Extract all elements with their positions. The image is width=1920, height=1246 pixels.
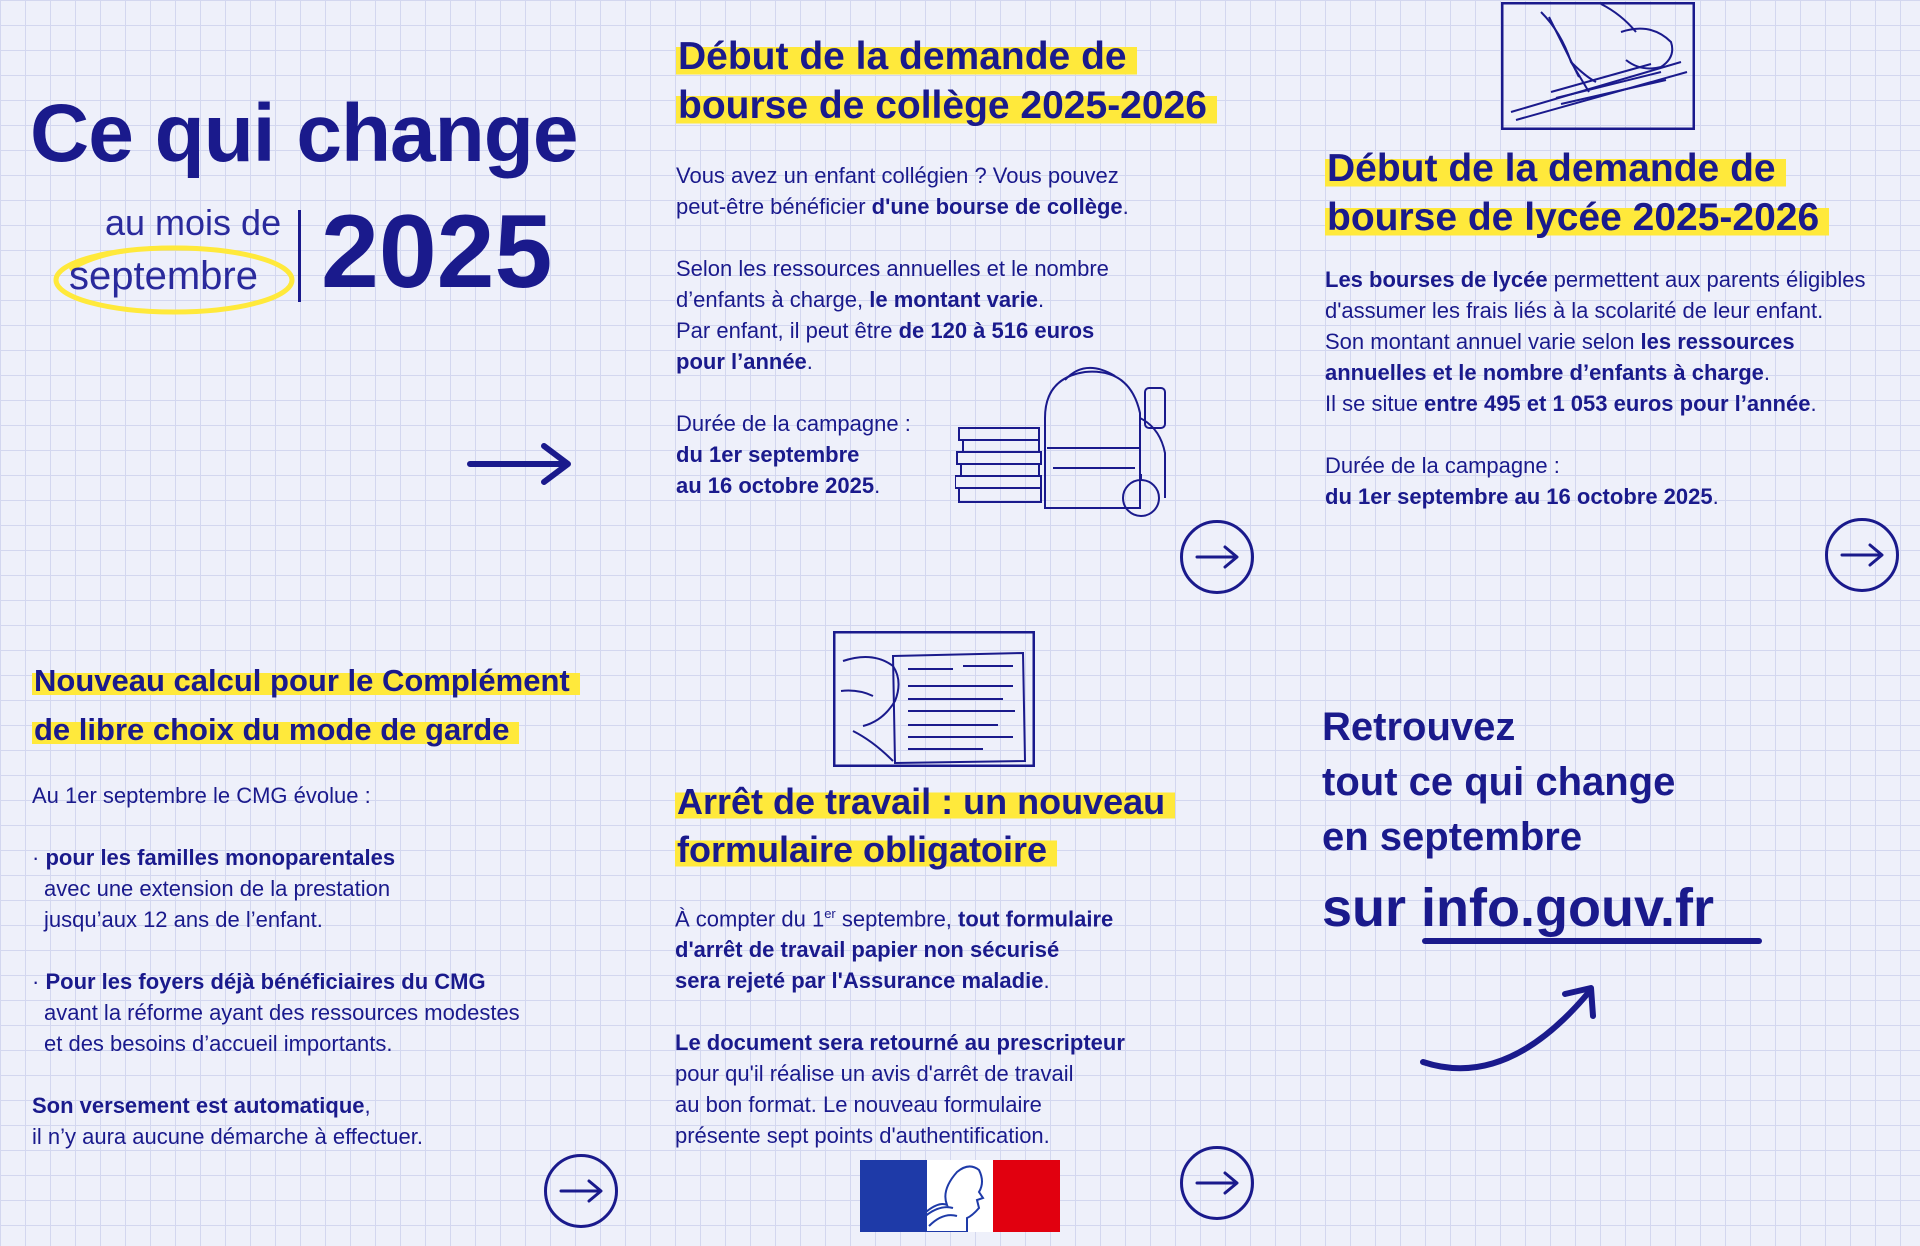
text: . bbox=[874, 473, 881, 498]
text: présente sept points d'authentification. bbox=[675, 1123, 1050, 1149]
bullet: · bbox=[32, 969, 40, 994]
lycee-title-line1: Début de la demande de bbox=[1325, 147, 1786, 190]
text-bold: pour l’année bbox=[676, 349, 807, 374]
text-bold: au 16 octobre 2025 bbox=[676, 473, 875, 498]
marianne-profile-icon bbox=[927, 1160, 993, 1232]
month-label: septembre bbox=[69, 254, 258, 298]
college-title bbox=[676, 32, 1296, 130]
text: Son montant annuel varie selon bbox=[1325, 329, 1641, 354]
cmg-bullet-1 bbox=[32, 842, 632, 935]
text-bold: Les bourses de lycée bbox=[1325, 267, 1548, 292]
form-hand-illustration bbox=[833, 631, 1035, 767]
text-bold: le montant varie bbox=[869, 287, 1038, 312]
text: . bbox=[1037, 287, 1045, 312]
cmg-p3 bbox=[32, 1090, 632, 1152]
flag-red bbox=[993, 1160, 1060, 1232]
arret-panel bbox=[675, 778, 1295, 1198]
text: avant la réforme ayant des ressources modestes bbox=[44, 1000, 520, 1025]
college-next-button[interactable] bbox=[1180, 520, 1254, 594]
cmg-next-button[interactable] bbox=[544, 1154, 618, 1228]
circle-arrow-right-icon bbox=[558, 1178, 604, 1204]
cmg-bullet-2 bbox=[32, 966, 632, 1059]
text: pour qu'il réalise un avis d'arrêt de travail bbox=[675, 1061, 1074, 1087]
arrow-right-icon bbox=[466, 442, 576, 486]
cmg-panel bbox=[32, 656, 632, 1156]
arret-body bbox=[675, 898, 1295, 1151]
text: et des besoins d’accueil importants. bbox=[44, 1031, 393, 1056]
text: septembre, bbox=[835, 906, 959, 932]
text: . bbox=[1043, 968, 1050, 994]
text-bold: sera rejeté par l'Assurance maladie bbox=[675, 968, 1044, 994]
text: , bbox=[364, 1093, 371, 1118]
cmg-body bbox=[32, 780, 632, 1152]
text-bold: annuelles et le nombre d’enfants à charge bbox=[1325, 360, 1764, 385]
year-label: 2025 bbox=[321, 194, 553, 310]
text-bold: du 1er septembre au 16 octobre 2025 bbox=[1325, 484, 1713, 509]
circle-arrow-right-icon bbox=[1194, 1170, 1240, 1196]
outro-line2: tout ce qui change bbox=[1322, 760, 1676, 804]
text: . bbox=[1763, 360, 1771, 385]
text: Durée de la campagne : bbox=[676, 411, 911, 436]
intro-panel bbox=[30, 90, 630, 490]
signing-hand-illustration bbox=[1501, 2, 1695, 130]
lycee-p2 bbox=[1325, 450, 1920, 512]
lycee-body bbox=[1325, 264, 1920, 512]
text: peut-être bénéficier bbox=[676, 194, 872, 219]
text: . bbox=[1712, 484, 1719, 509]
arret-title-line1: Arrêt de travail : un nouveau bbox=[675, 781, 1175, 822]
flag-white bbox=[927, 1160, 994, 1232]
info-gouv-link[interactable]: info.gouv.fr bbox=[1421, 878, 1714, 938]
subtitle-prefix: au mois de bbox=[105, 202, 282, 243]
text-bold: entre 495 et 1 053 euros pour l’année bbox=[1424, 391, 1811, 416]
arret-p2 bbox=[675, 1027, 1295, 1151]
link-underline bbox=[1422, 938, 1762, 944]
text: Vous avez un enfant collégien ? Vous pouvez bbox=[676, 163, 1119, 188]
divider bbox=[298, 210, 301, 302]
text: avec une extension de la prestation bbox=[44, 876, 391, 901]
text: jusqu’aux 12 ans de l’enfant. bbox=[44, 907, 323, 932]
cmg-title bbox=[32, 656, 632, 754]
text: À compter du 1 bbox=[675, 906, 825, 932]
circle-arrow-right-icon bbox=[1839, 542, 1885, 568]
cmg-title-line1: Nouveau calcul pour le Complément bbox=[32, 663, 580, 698]
lycee-p1 bbox=[1325, 264, 1920, 419]
arret-title-line2: formulaire obligatoire bbox=[675, 829, 1057, 870]
text-bold: d'une bourse de collège bbox=[871, 194, 1123, 219]
arret-title bbox=[675, 778, 1295, 874]
text: Durée de la campagne : bbox=[1325, 453, 1560, 478]
outro-prefix: sur bbox=[1322, 878, 1422, 938]
page-title: Ce qui change bbox=[30, 88, 578, 179]
superscript: er bbox=[824, 906, 836, 921]
college-p1 bbox=[676, 160, 1296, 222]
text-bold: Le document sera retourné au prescripteur bbox=[675, 1030, 1125, 1056]
college-title-line1: Début de la demande de bbox=[676, 35, 1137, 78]
text-bold: de 120 à 516 euros bbox=[898, 318, 1095, 343]
text-bold: Pour les foyers déjà bénéficiaires du CMG bbox=[45, 969, 486, 994]
arret-next-button[interactable] bbox=[1180, 1146, 1254, 1220]
lycee-next-button[interactable] bbox=[1825, 518, 1899, 592]
cmg-p1: Au 1er septembre le CMG évolue : bbox=[32, 783, 371, 808]
outro-line1: Retrouvez bbox=[1322, 705, 1516, 749]
text: il n’y aura aucune démarche à effectuer. bbox=[32, 1124, 423, 1149]
text: permettent aux parents éligibles bbox=[1547, 267, 1866, 292]
lycee-title bbox=[1325, 144, 1920, 242]
text: au bon format. Le nouveau formulaire bbox=[675, 1092, 1042, 1118]
books-backpack-illustration bbox=[955, 358, 1185, 518]
text: . bbox=[806, 349, 813, 374]
text-bold: les ressources bbox=[1640, 329, 1795, 354]
text: . bbox=[1810, 391, 1817, 416]
arret-p1 bbox=[675, 898, 1295, 996]
marianne-logo bbox=[860, 1160, 1060, 1232]
outro-line3: en septembre bbox=[1322, 815, 1583, 859]
lycee-title-line2: bourse de lycée 2025-2026 bbox=[1325, 196, 1829, 239]
text-bold: pour les familles monoparentales bbox=[45, 845, 396, 870]
text-bold: d'arrêt de travail papier non sécurisé bbox=[675, 937, 1060, 963]
flag-blue bbox=[860, 1160, 927, 1232]
lycee-panel bbox=[1325, 144, 1920, 564]
text-bold: tout formulaire bbox=[958, 906, 1114, 932]
text: . bbox=[1122, 194, 1129, 219]
bullet: · bbox=[32, 845, 40, 870]
cmg-title-line2: de libre choix du mode de garde bbox=[32, 712, 519, 747]
subtitle-block bbox=[55, 194, 615, 322]
text: d’enfants à charge, bbox=[676, 287, 870, 312]
text-bold: Son versement est automatique bbox=[32, 1093, 365, 1118]
outro-line4 bbox=[1322, 869, 1882, 947]
text: Par enfant, il peut être bbox=[676, 318, 899, 343]
college-title-line2: bourse de collège 2025-2026 bbox=[676, 84, 1217, 127]
outro-panel bbox=[1322, 700, 1882, 1100]
circle-arrow-right-icon bbox=[1194, 544, 1240, 570]
text-bold: du 1er septembre bbox=[676, 442, 860, 467]
text: d'assumer les frais liés à la scolarité de leur enfant. bbox=[1325, 298, 1824, 323]
text: Il se situe bbox=[1325, 391, 1425, 416]
text: Selon les ressources annuelles et le nombre bbox=[676, 256, 1109, 281]
curved-arrow-icon bbox=[1417, 980, 1627, 1090]
